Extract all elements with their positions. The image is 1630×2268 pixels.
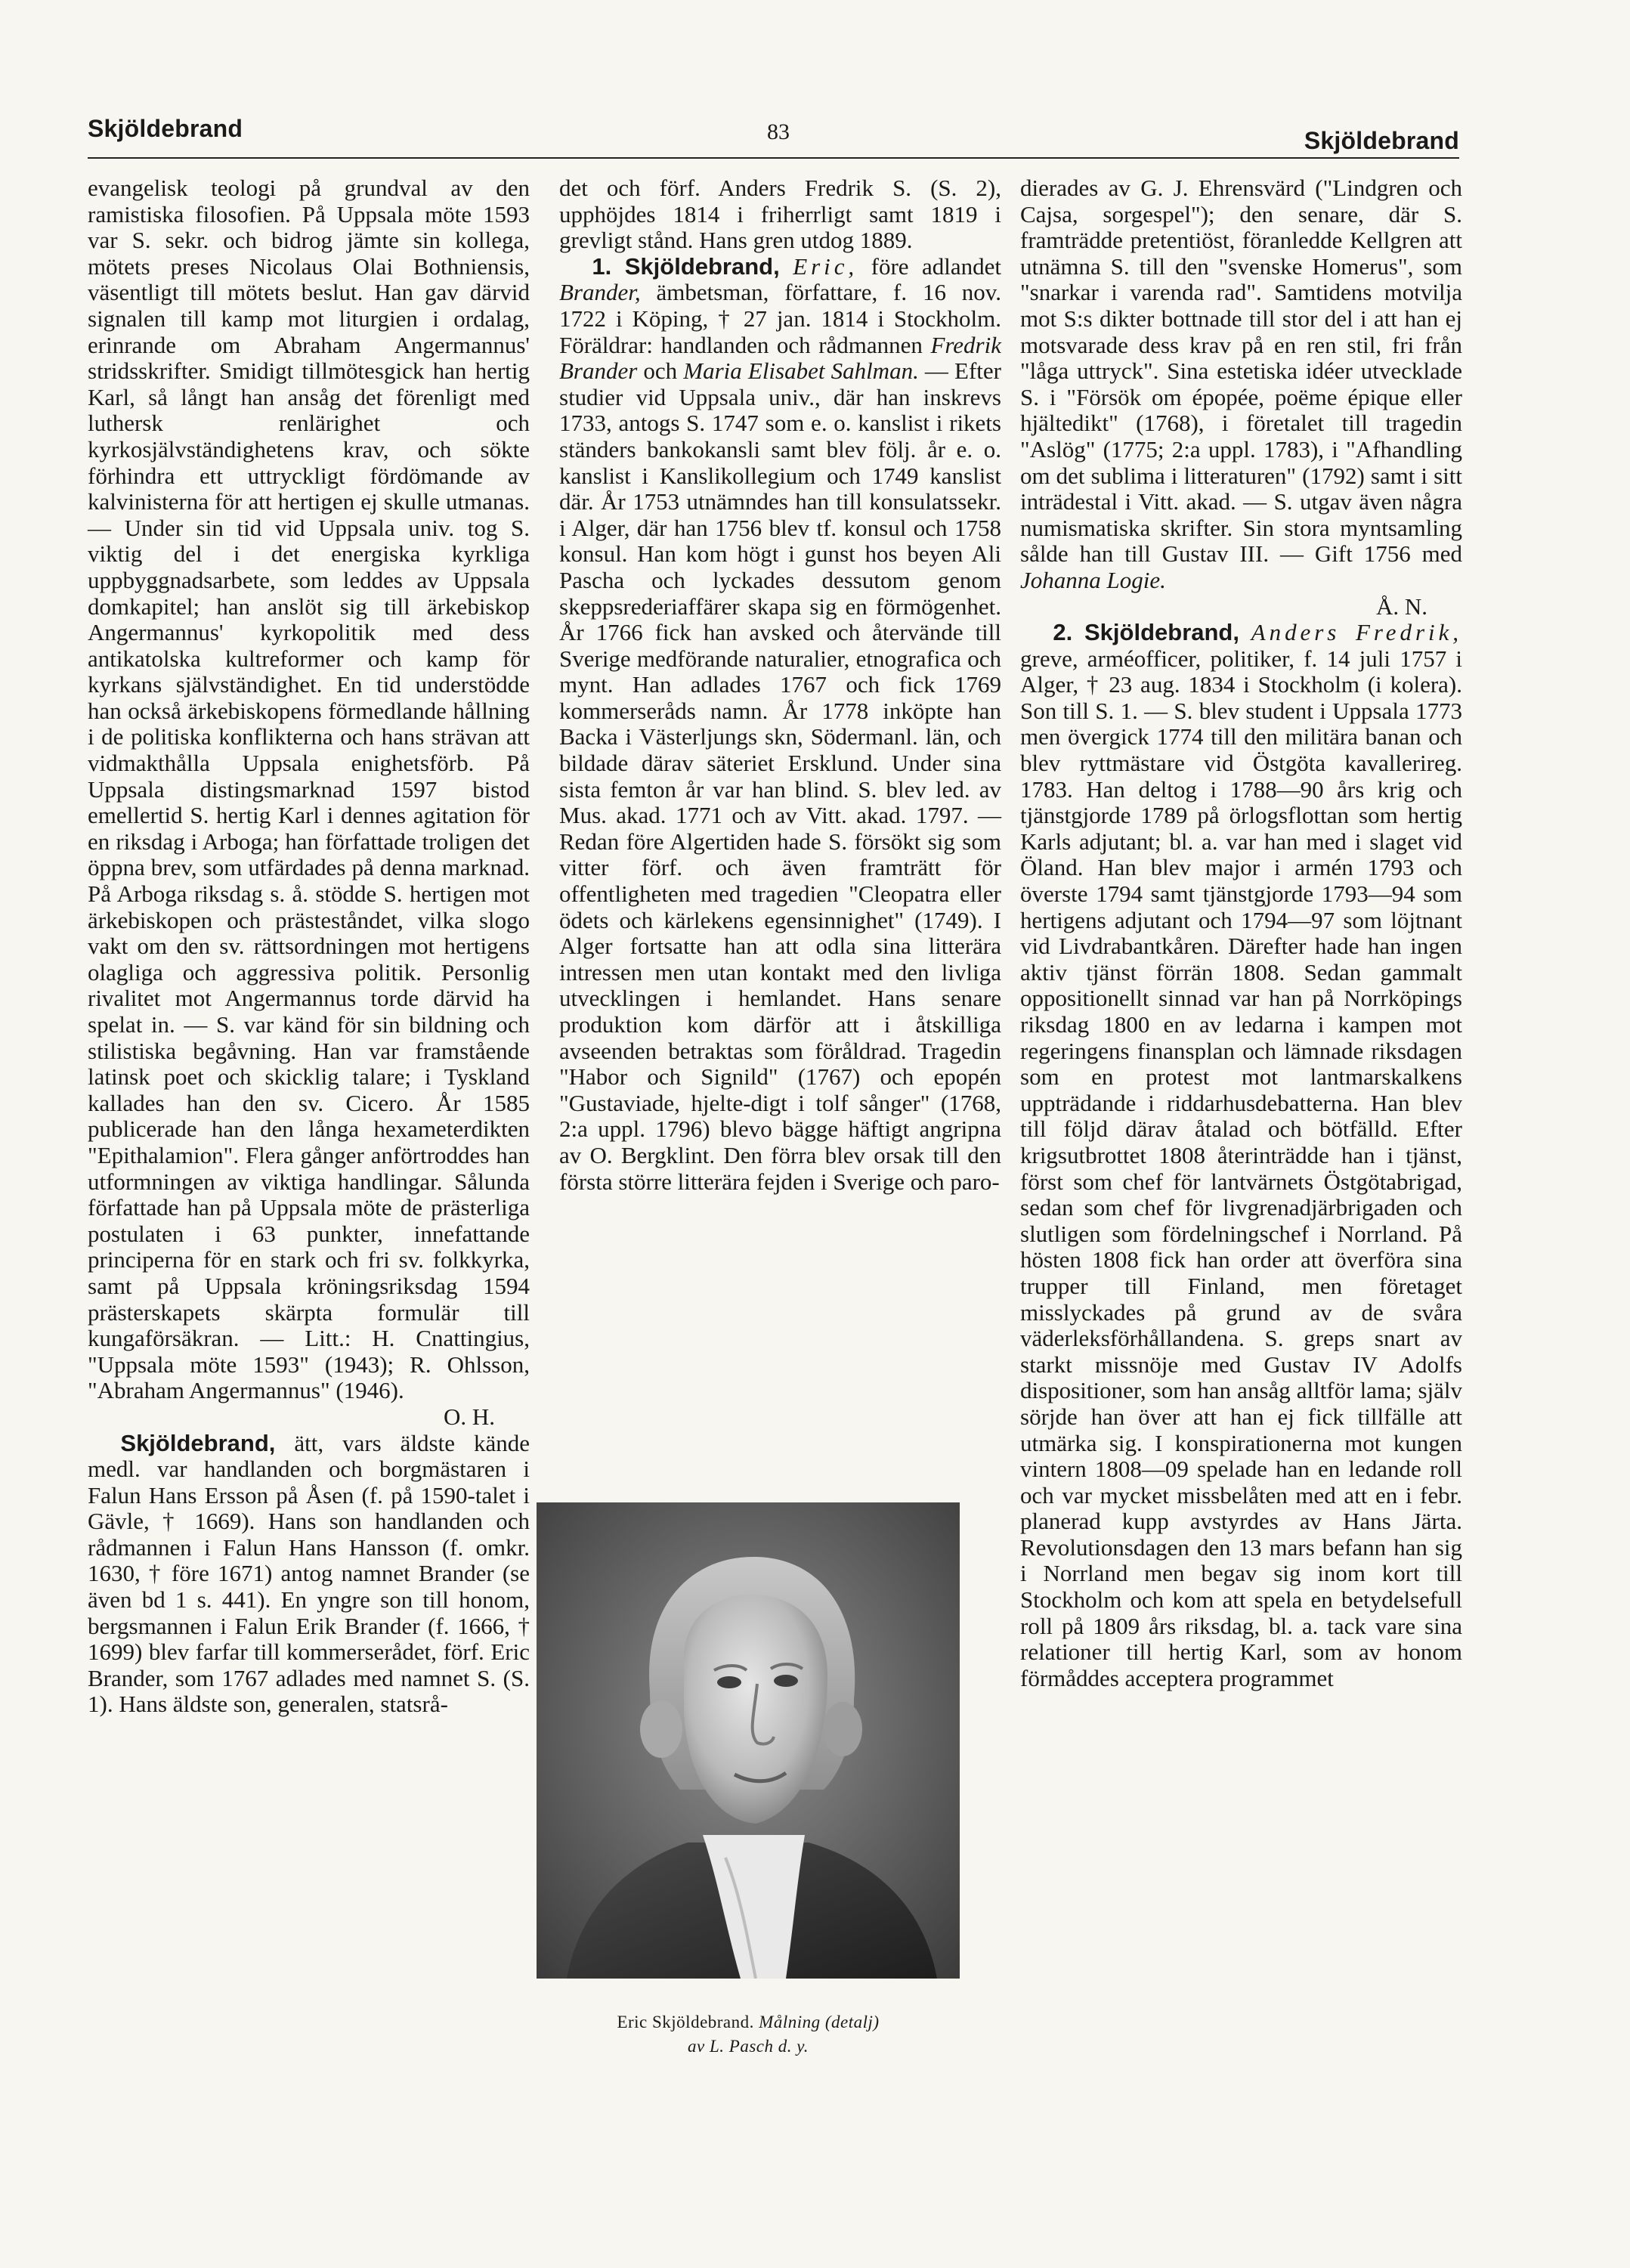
entry-given-name: Eric,	[793, 252, 858, 280]
paragraph-text: det och förf. Anders Fredrik S. (S. 2), upphöjdes 1814 i friherrligt samt 1819 i grevligt stånd. Hans gren utdog 1889.	[559, 175, 1001, 254]
paragraph	[559, 175, 1001, 254]
paragraph-text: och	[637, 357, 684, 385]
paragraph	[88, 1431, 530, 1719]
running-head-right: Skjöldebrand	[1304, 127, 1459, 154]
entry-number: 1.	[592, 252, 612, 280]
father-name: Fredrik Brander	[559, 331, 1001, 385]
caption-line	[533, 2034, 963, 2059]
text-column-2	[559, 175, 1001, 1195]
wife-name: Johanna Logie.	[1020, 566, 1166, 593]
paragraph	[1020, 620, 1462, 1691]
entry-heading: Skjöldebrand,	[120, 1429, 276, 1456]
caption-italic: Målning (detalj)	[759, 2013, 880, 2031]
entry-number: 2.	[1053, 619, 1073, 646]
caption-line	[533, 2010, 963, 2034]
paragraph-text: dierades av G. J. Ehrensvärd ("Lindgren och Cajsa, sorgespel"); den senare, där S. framträdde pretentiöst, föranledde Kellgren att utnämna S. till den "svenske Homerus", som "snarkar i varenda rad". Samtidens motvilja mot S:s dikter bottnade till stor del i att han ej motsvarade dess krav på en ren stil, fri från "låga uttryck". Sina estetiska idéer utvecklade S. i "Försök om épopée, poëme épique eller hjältedikt" (1768), i företalet till tragedin "Aslög" (1775; 2:a uppl. 1783), i "Afhandling om det sublima i litteraturen" (1792) samt i sitt inträdestal i Vitt. akad. — S. utgav även några numismatiska skrifter. Sin stora myntsamling sålde han till Gustav III. — Gift 1756 med	[1020, 175, 1462, 568]
paragraph	[1020, 175, 1462, 620]
text-column-3	[1020, 175, 1462, 1691]
header-rule	[88, 157, 1459, 159]
text-column-1	[88, 175, 530, 1718]
caption-text: Eric Skjöldebrand.	[617, 2013, 759, 2031]
paragraph-text: — Efter studier vid Uppsala univ., där han inskrevs 1733, antogs S. 1747 som e. o. kanslist i rikets ständers bankokansli samt blev följ. år e. o. kanslist i Kanslikollegium och 1749 kanslist där. År 1753 utnämndes han till konsulatssekr. i Alger, där han 1756 blev tf. konsul och 1758 konsul. Han kom högt i gunst hos beyen Ali Pascha och lyckades dessutom genom skeppsrederiaffärer skapa sig en förmögenhet. År 1766 fick han avsked och återvände till Sverige medförande naturalier, etnografica och mynt. Han adlades 1767 och fick 1769 kommerseråds namn. År 1778 inköpte han Backa i Västerljungs skn, Södermanl. län, och bildade därav säteriet Ersklund. Under sina sista femton år var han blind. S. blev led. av Mus. akad. 1771 och av Vitt. akad. 1797. — Redan före Algertiden hade S. försökt sig som vitter förf. och även framträtt för offentligheten med tragedien "Cleopatra eller ödets och kärlekens egensinnighet" (1749). I Alger fortsatte han att odla sina litterära intressen men utan kontakt med den livliga utvecklingen i hemlandet. Hans senare produktion kom därför att i åtskilliga avseenden betraktas som föråldrad. Tragedin "Habor och Signild" (1767) och epopén "Gustaviade, hjelte-digt i tolf sånger" (1768, 2:a uppl. 1796) blevo bägge häftigt angripna av O. Bergklint. Den förra blev orsak till den första större litterära fejden i Sverige och paro-	[559, 357, 1001, 1195]
paragraph-text: före adlandet	[858, 252, 1002, 280]
entry-given-name: Anders Fredrik,	[1251, 619, 1462, 646]
portrait-figure	[537, 1502, 960, 1979]
running-head-left: Skjöldebrand	[88, 115, 243, 142]
entry-heading: Skjöldebrand,	[1084, 619, 1239, 646]
author-signature: O. H.	[443, 1403, 495, 1430]
portrait-caption	[533, 2010, 963, 2059]
paragraph-text: ätt, vars äldste kände medl. var handlanden och borgmästaren i Falun Hans Ersson på Åsen (f. på 1590-talet i Gävle, † 1669). Hans son handlanden och rådmannen i Falun Hans Hansson (f. omkr. 1630, † före 1671) antog namnet Brander (se även bd 1 s. 441). En yngre son till honom, bergsmannen i Falun Erik Brander (f. 1666, † 1699) blev farfar till kommerserådet, förf. Eric Brander, som 1767 adlades med namnet S. (S. 1). Hans äldste son, generalen, statsrå-	[88, 1429, 530, 1718]
portrait-image	[537, 1502, 960, 1979]
page-number: 83	[767, 119, 790, 144]
paragraph-text: greve, arméofficer, politiker, f. 14 juli 1757 i Alger, † 23 aug. 1834 i Stockholm (i kolera). Son till S. 1. — S. blev student i Uppsala 1773 men övergick 1774 till den militära banan och blev ryttmästare vid Östgöta kavallerireg. 1783. Han deltog i 1788—90 års krig och tjänstgjorde 1789 på örlogsflottan som hertig Karls adjutant; bl. a. var han med i slaget vid Öland. Han blev major i armén 1793 och överste 1794 samt tjänstgjorde 1793—94 som hertigens adjutant och 1794—97 som löjtnant vid Livdrabantkåren. Därefter hade han ingen aktiv tjänst förrän 1808. Sedan gammalt oppositionellt sinnad var han på Norrköpings riksdag 1800 en av ledarna i kampen mot regeringens finansplan och lämnade riksdagen som en protest mot lantmarskalkens uppträdande i riddarhusdebatterna. Han blev till följd därav åtalad och bötfälld. Efter krigsutbrottet 1808 återinträdde han i tjänst, först som chef för lantvärnets Östgötabrigad, sedan som chef för livgrenadjärbrigaden och slutligen som fördelningschef i Norrland. På hösten 1808 fick han order att överföra sina trupper till Finland, men företaget misslyckades på grund av de svåra väderleksförhållandena. S. greps snart av starkt missnöje med Gustav IV Adolfs dispositioner, som han ansåg alltför lama; själv sörjde han över att han ej fick tillfälle att utmärka sig. I konspirationerna mot kungen vintern 1808—09 spelade han en ledande roll och var mycket missbelåten med att en i febr. planerad kupp avstyrdes av Hans Järta. Revolutionsdagen den 13 mars befann han sig i Norrland men begav sig inom kort till Stockholm och kom att spela en betydelsefull roll på 1809 års riksdag, bl. a. tack vare sina relationer till hertig Karl, som av honom förmåddes acceptera programmet	[1020, 645, 1462, 1691]
paragraph-text: evangelisk teologi på grundval av den ramistiska filosofien. På Uppsala möte 1593 var S. sekr. och bidrog jämte sin kollega, mötets preses Nicolaus Olai Bothniensis, väsentligt till mötets beslut. Han gav därvid signalen till kamp mot liturgien i ordalag, erinrande om Abraham Angermannus' stridsskrifter. Smidigt tillmötesgick han hertig Karl, så långt han ansåg det förenligt med luthersk renlärighet och kyrkosjälvständighetens krav, och sökte förhindra ett uttryckligt fördömande av kalvinisterna för att hertigen ej skulle utmanas. — Under sin tid vid Uppsala univ. tog S. viktig del i det energiska kyrkliga uppbyggnadsarbete, som leddes av Uppsala domkapitel; han anslöt sig till ärkebiskop Angermannus' kyrkopolitik med dess antikatolska kultreformer och kamp för kyrkans självständighet. En tid understödde han också ärkebiskopens förmedlande hållning i de politiska konflikterna och hans strävan att vidmakthålla Uppsala enighetsförb. På Uppsala distingsmarknad 1597 bistod emellertid S. hertig Karl i dennes agitation för en riksdag i Arboga; han författade troligen det öppna brev, som utfärdades på denna marknad. På Arboga riksdag s. å. stödde S. hertigen mot ärkebiskopen och prästeståndet, vilka slogo vakt om den sv. rättsordningen mot hertigens olagliga och aggressiva politik. Personlig rivalitet mot Angermannus torde därvid ha spelat in. — S. var känd för sin bildning och stilistiska begåvning. Han var framstående latinsk poet och skicklig talare; i Tyskland kallades han den sv. Cicero. År 1585 publicerade han den långa hexameterdikten "Epithalamion". Flera gånger anförtroddes han utformningen av viktiga handlingar. Sålunda författade han på Uppsala möte de prästerliga postulaten i 63 punkter, innefattande principerna för en stark och fri sv. folkkyrka, samt på Uppsala kröningsriksdag 1594 prästerskapets skärpta formulär till kungaförsäkran. — Litt.: H. Cnattingius, "Uppsala möte 1593" (1943); R. Ohlsson, "Abraham Angermannus" (1946).	[88, 175, 530, 1404]
paragraph	[88, 175, 530, 1431]
caption-italic: av L. Pasch d. y.	[688, 2037, 809, 2056]
former-surname: Brander,	[559, 279, 641, 306]
author-signature: Å. N.	[1375, 593, 1427, 620]
paragraph	[559, 254, 1001, 1195]
paragraph-text: ämbetsman, författare, f. 16 nov. 1722 i Köping, † 27 jan. 1814 i Stockholm. Föräldrar: handlanden och rådmannen	[559, 279, 1001, 358]
entry-heading: Skjöldebrand,	[624, 252, 780, 280]
mother-name: Maria Elisabet Sahlman.	[683, 357, 919, 385]
